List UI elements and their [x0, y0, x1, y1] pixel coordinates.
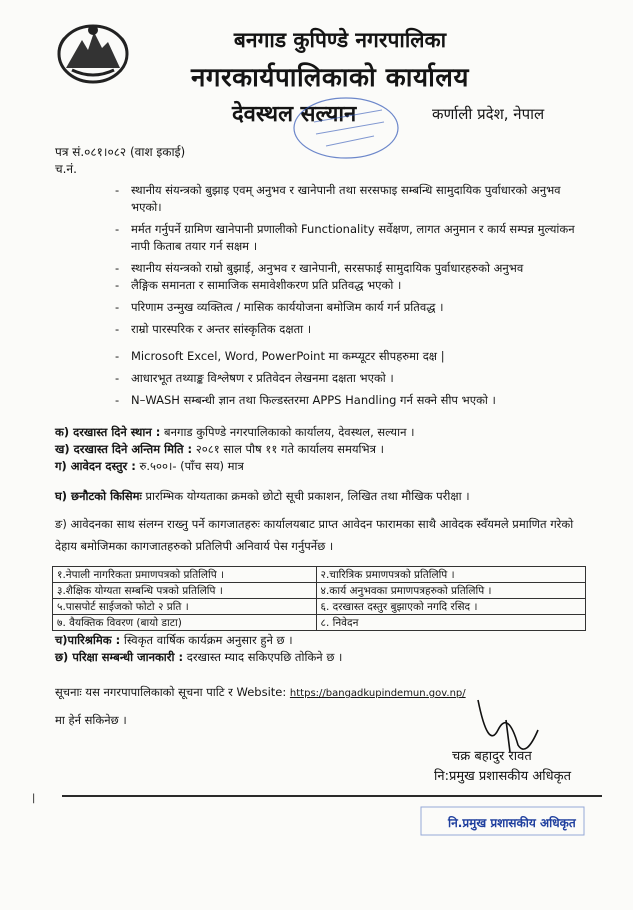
list-item: - राम्रो पारस्परिक र अन्तर सांस्कृतिक दक्षता ।	[115, 321, 585, 338]
table-row	[53, 599, 586, 615]
table-cell: ६. दरखास्त दस्तुर बुझाएको नगदि रसिद ।	[316, 599, 586, 615]
deadline-label: ख) दरखास्त दिने अन्तिम मिति :	[55, 442, 193, 456]
notice-text: सूचनाः यस नगरपापालिकाको सूचना पाटि र Website:	[55, 685, 287, 699]
docs-intro: ङ) आवेदनका साथ संलग्न राख्नु पर्ने कागजातहरुः कार्यालयबाट प्राप्त आवेदन फारामका साथै आवेदक स्वँयमले प्रमाणित गरेको देहाय बमोजिमका कागजातहरुको प्रतिलिपी अनिवार्य पेस गर्नुपर्नेछ ।	[55, 517, 574, 553]
list-item: - स्थानीय संयन्त्रको राम्रो बुझाई, अनुभव र खानेपानी, सरसफाई सामुदायिक पुर्वाधारहरुको अनुभव	[115, 260, 585, 277]
table-row	[53, 567, 586, 583]
table-row	[53, 615, 586, 631]
method-label: घ) छनौटको किसिमः	[55, 489, 142, 503]
documents-table	[52, 566, 586, 631]
qualification-list	[115, 182, 585, 414]
table-cell: ३.शैक्षिक योग्यता सम्बन्धि पत्रको प्रतिलिपि ।	[53, 583, 317, 599]
municipality-name: बनगाड कुपिण्डे नगरपालिका	[233, 28, 447, 52]
list-item: - आधारभूत तथ्याङ्क विश्लेषण र प्रतिवेदन लेखनमा दक्षता भएको ।	[115, 370, 585, 387]
table-row	[53, 583, 586, 599]
divider	[62, 795, 602, 797]
table-cell: ५.पासपोर्ट साईजको फोटो २ प्रति ।	[53, 599, 317, 615]
remuneration-label: च)पारिश्रमिक :	[55, 633, 121, 647]
table-cell: २.चारित्रिक प्रमाणपत्रको प्रतिलिपि ।	[316, 567, 586, 583]
nepal-emblem-icon	[54, 18, 132, 86]
office-stamp	[290, 92, 402, 164]
application-fee	[55, 458, 595, 475]
exam-info-value: दरखास्त म्याद सकिएपछि तोकिने छ ।	[186, 650, 343, 664]
application-deadline	[55, 441, 595, 458]
table-cell: ८. निवेदन	[316, 615, 586, 631]
dispatch-no: च.नं.	[55, 162, 77, 176]
fee-label: ग) आवेदन दस्तुर :	[55, 459, 136, 473]
page-tick-mark: |	[32, 793, 36, 804]
signatory-title: नि:प्रमुख प्रशासकीय अधिकृत	[434, 769, 572, 784]
deadline-value: २०८१ साल पौष ११ गते कार्यालय समयभित्र ।	[195, 442, 384, 456]
list-item: - Microsoft Excel, Word, PowerPoint मा कम्प्यूटर सीपहरुमा दक्ष |	[115, 348, 585, 365]
list-item: - लैङ्गिक समानता र सामाजिक समावेशीकरण प्रति प्रतिवद्ध भएको ।	[115, 277, 585, 294]
list-item: - मर्मत गर्नुपर्ने ग्रामिण खानेपानी प्रणालीको Functionality सर्वेक्षण, लागत अनुमान र कार्य सम्पन्न मुल्यांकन नापी किताब तयार गर्न सक्षम ।	[115, 221, 585, 255]
office-title: नगरकार्यपालिकाको कार्यालय	[190, 63, 470, 93]
table-cell: ४.कार्य अनुभवका प्रमाणपत्रहरुको प्रतिलिपि ।	[316, 583, 586, 599]
table-cell: ७. वैयक्तिक विवरण (बायो डाटा)	[53, 615, 317, 631]
exam-info	[55, 649, 595, 666]
exam-info-label: छ) परिक्षा सम्बन्धी जानकारी :	[55, 650, 184, 664]
list-item: - N–WASH सम्बन्धी ज्ञान तथा फिल्डस्तरमा APPS Handling गर्न सक्ने सीप भएको ।	[115, 392, 585, 409]
remuneration-value: स्विकृत वार्षिक कार्यक्रम अनुसार हुने छ ।	[123, 633, 293, 647]
list-item: - परिणाम उन्मुख व्यक्तित्व / मासिक कार्ययोजना बमोजिम कार्य गर्न प्रतिवद्ध ।	[115, 299, 585, 316]
letter-ref-no: पत्र सं.०८१।०८२ (वाश इकाई)	[55, 145, 186, 159]
notice-closing: मा हेर्न सकिनेछ ।	[55, 713, 127, 727]
selection-method	[55, 488, 595, 505]
signatory-name: चक्र बहादुर रावत	[452, 749, 532, 764]
province-label: कर्णाली प्रदेश, नेपाल	[432, 105, 545, 123]
website-link[interactable]: https://bangadkupindemun.gov.np/	[289, 688, 466, 699]
application-place	[55, 424, 595, 441]
title-stamp-text: नि.प्रमुख प्रशासकीय अधिकृत	[448, 816, 576, 830]
place-label: क) दरखास्त दिने स्थान :	[55, 425, 161, 439]
remuneration	[55, 632, 595, 649]
method-value: प्रारम्भिक योग्यताका क्रमको छोटो सूची प्रकाशन, लिखित तथा मौखिक परीक्षा ।	[145, 489, 470, 503]
place-value: बनगाड कुपिण्डे नगरपालिकाको कार्यालय, देवस्थल, सल्यान ।	[164, 425, 415, 439]
fee-value: रु.५००।- (पाँच सय) मात्र	[139, 459, 244, 473]
office-location: देवस्थल सल्यान	[232, 102, 357, 127]
table-cell: १.नेपाली नागरिकता प्रमाणपत्रको प्रतिलिपि ।	[53, 567, 317, 583]
list-item: - स्थानीय संयन्त्रको बुझाइ एवम् अनुभव र खानेपानी तथा सरसफाइ सम्बन्धि सामुदायिक पुर्वाधारको अनुभव भएको।	[115, 182, 585, 216]
